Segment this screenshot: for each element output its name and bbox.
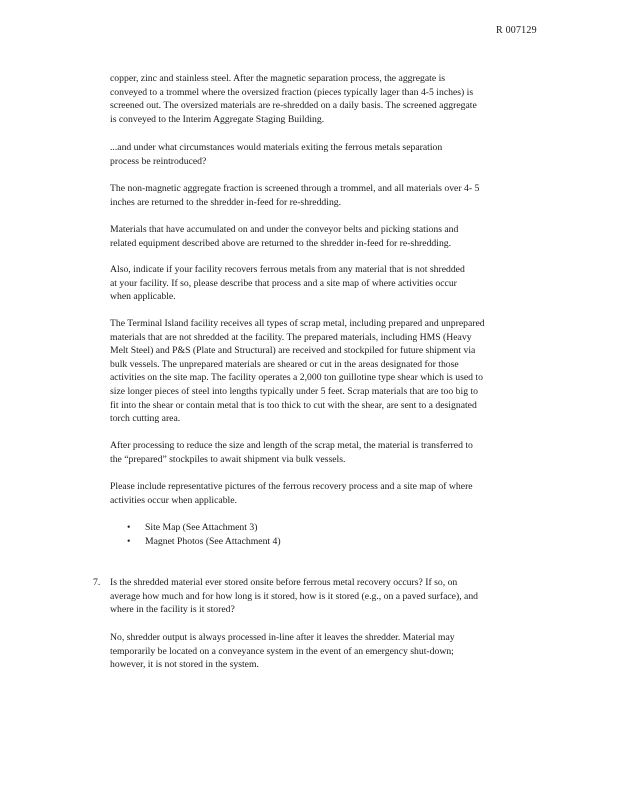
paragraph-conveyor-materials (110, 223, 458, 250)
text-line: Please include representative pictures of the ferrous recovery process and a site map of where (110, 481, 473, 492)
text-line: The non-magnetic aggregate fraction is screened through a trommel, and all materials over 4- 5 (110, 183, 480, 194)
paragraph-pictures-request (110, 480, 473, 507)
text-line: materials that are not shredded at the facility. The prepared materials, including HMS (Heavy (110, 331, 472, 343)
question-number: 7. (93, 577, 101, 588)
list-item-text: Site Map (See Attachment 3) (145, 522, 258, 533)
text-line: ...and under what circumstances would materials exiting the ferrous metals separation (110, 142, 443, 153)
list-item (127, 521, 281, 535)
text-line: is conveyed to the Interim Aggregate Staging Building. (110, 113, 325, 125)
text-line: related equipment described above are returned to the shredder in-feed for re-shredding. (110, 237, 452, 249)
text-line: torch cutting area. (110, 413, 181, 425)
text-line: copper, zinc and stainless steel. After the magnetic separation process, the aggregate is (110, 73, 446, 84)
text-line: at your facility. If so, please describe that process and a site map of where activities occur (110, 277, 457, 289)
text-line: No, shredder output is always processed in-line after it leaves the shredder. Material may (110, 632, 455, 643)
list-item (127, 535, 281, 549)
text-line: activities on the site map. The facility operates a 2,000 ton guillotine type shear which is used to (110, 372, 483, 384)
text-line: where in the facility is it stored? (110, 604, 235, 616)
text-line: the “prepared” stockpiles to await shipment via bulk vessels. (110, 453, 346, 465)
text-line: conveyed to a trommel where the oversized fraction (pieces typically lager than 4-5 inches) is (110, 86, 474, 98)
text-line: Also, indicate if your facility recovers ferrous metals from any material that is not shredded (110, 264, 465, 275)
attachment-list (127, 521, 281, 548)
text-line: The Terminal Island facility receives all types of scrap metal, including prepared and unprepared (110, 318, 485, 329)
text-line: process be reintroduced? (110, 155, 207, 167)
list-item-text: Magnet Photos (See Attachment 4) (145, 535, 281, 547)
text-line: when applicable. (110, 291, 176, 303)
text-line: After processing to reduce the size and length of the scrap metal, the material is transferred to (110, 440, 473, 451)
text-line: temporarily be located on a conveyance system in the event of an emergency shut-down; (110, 645, 454, 657)
text-line: Is the shredded material ever stored onsite before ferrous metal recovery occurs? If so, on (110, 577, 458, 588)
question-7-text (110, 576, 478, 617)
text-line: activities occur when applicable. (110, 494, 237, 506)
paragraph-non-shredded-question (110, 263, 465, 304)
paragraph-reintroduction-question (110, 141, 442, 168)
text-line: however, it is not stored in the system. (110, 659, 259, 671)
page-id-stamp: R 007129 (496, 25, 537, 36)
question-7-answer (110, 631, 455, 672)
bullet-icon: • (127, 522, 131, 533)
text-line: fit into the shear or contain metal that is too thick to cut with the shear, are sent to a designated (110, 399, 477, 411)
bullet-icon: • (127, 535, 131, 547)
text-line: screened out. The oversized materials are re-shredded on a daily basis. The screened aggregate (110, 100, 477, 112)
paragraph-terminal-island (110, 317, 485, 426)
text-line: size longer pieces of steel into lengths typically under 5 feet. Scrap materials that are too big to (110, 385, 479, 397)
paragraph-prepared-stockpiles (110, 439, 473, 466)
paragraph-magnetic-separation (110, 72, 477, 126)
text-line: inches are returned to the shredder in-feed for re-shredding. (110, 196, 342, 208)
text-line: average how much and for how long is it stored, how is it stored (e.g., on a paved surface), and (110, 590, 479, 602)
text-line: Melt Steel) and P&S (Plate and Structural) are received and stockpiled for future shipment via (110, 345, 476, 357)
text-line: bulk vessels. The unprepared materials are sheared or cut in the areas designated for those (110, 358, 459, 370)
text-line: Materials that have accumulated on and under the conveyor belts and picking stations and (110, 224, 459, 235)
paragraph-trommel-answer (110, 182, 479, 209)
